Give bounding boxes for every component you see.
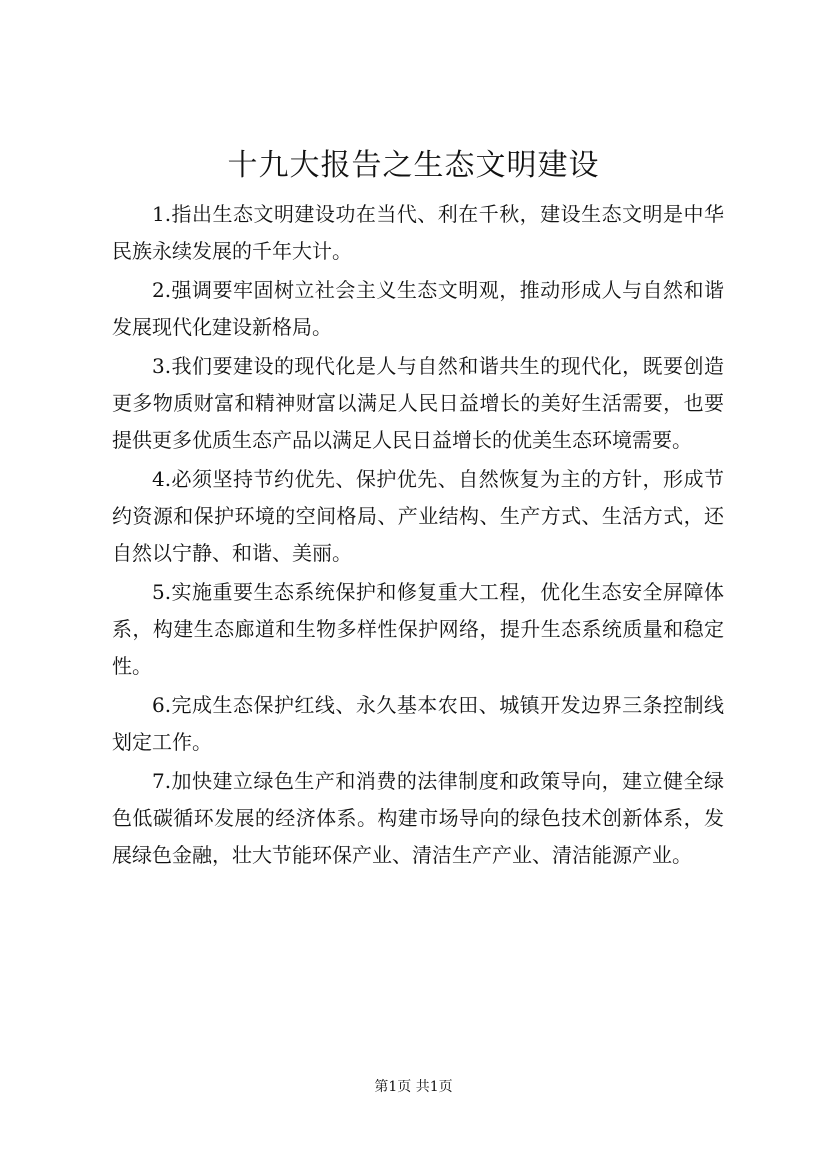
document-body <box>112 196 724 876</box>
paragraph-1: 1.指出生态文明建设功在当代、利在千秋，建设生态文明是中华民族永续发展的千年大计。 <box>112 202 724 263</box>
paragraph-7: 7.加快建立绿色生产和消费的法律制度和政策导向，建立健全绿色低碳循环发展的经济体系。构建市场导向的绿色技术创新体系，发展绿色金融，壮大节能环保产业、清洁生产产业、清洁能源产业。 <box>112 769 724 867</box>
paragraph-5: 5.实施重要生态系统保护和修复重大工程，优化生态安全屏障体系，构建生态廊道和生物多样性保护网络，提升生态系统质量和稳定性。 <box>112 580 724 678</box>
paragraph-2: 2.强调要牢固树立社会主义生态文明观，推动形成人与自然和谐发展现代化建设新格局。 <box>112 278 724 339</box>
paragraph-3: 3.我们要建设的现代化是人与自然和谐共生的现代化，既要创造更多物质财富和精神财富以满足人民日益增长的美好生活需要，也要提供更多优质生态产品以满足人民日益增长的优美生态环境需要。 <box>112 354 724 452</box>
paragraph-4: 4.必须坚持节约优先、保护优先、自然恢复为主的方针，形成节约资源和保护环境的空间格局、产业结构、生产方式、生活方式，还自然以宁静、和谐、美丽。 <box>112 467 724 565</box>
page-footer: 第1页 共1页 <box>374 1079 453 1095</box>
paragraph-6: 6.完成生态保护红线、永久基本农田、城镇开发边界三条控制线划定工作。 <box>112 693 724 754</box>
document-title: 十九大报告之生态文明建设 <box>227 148 600 183</box>
